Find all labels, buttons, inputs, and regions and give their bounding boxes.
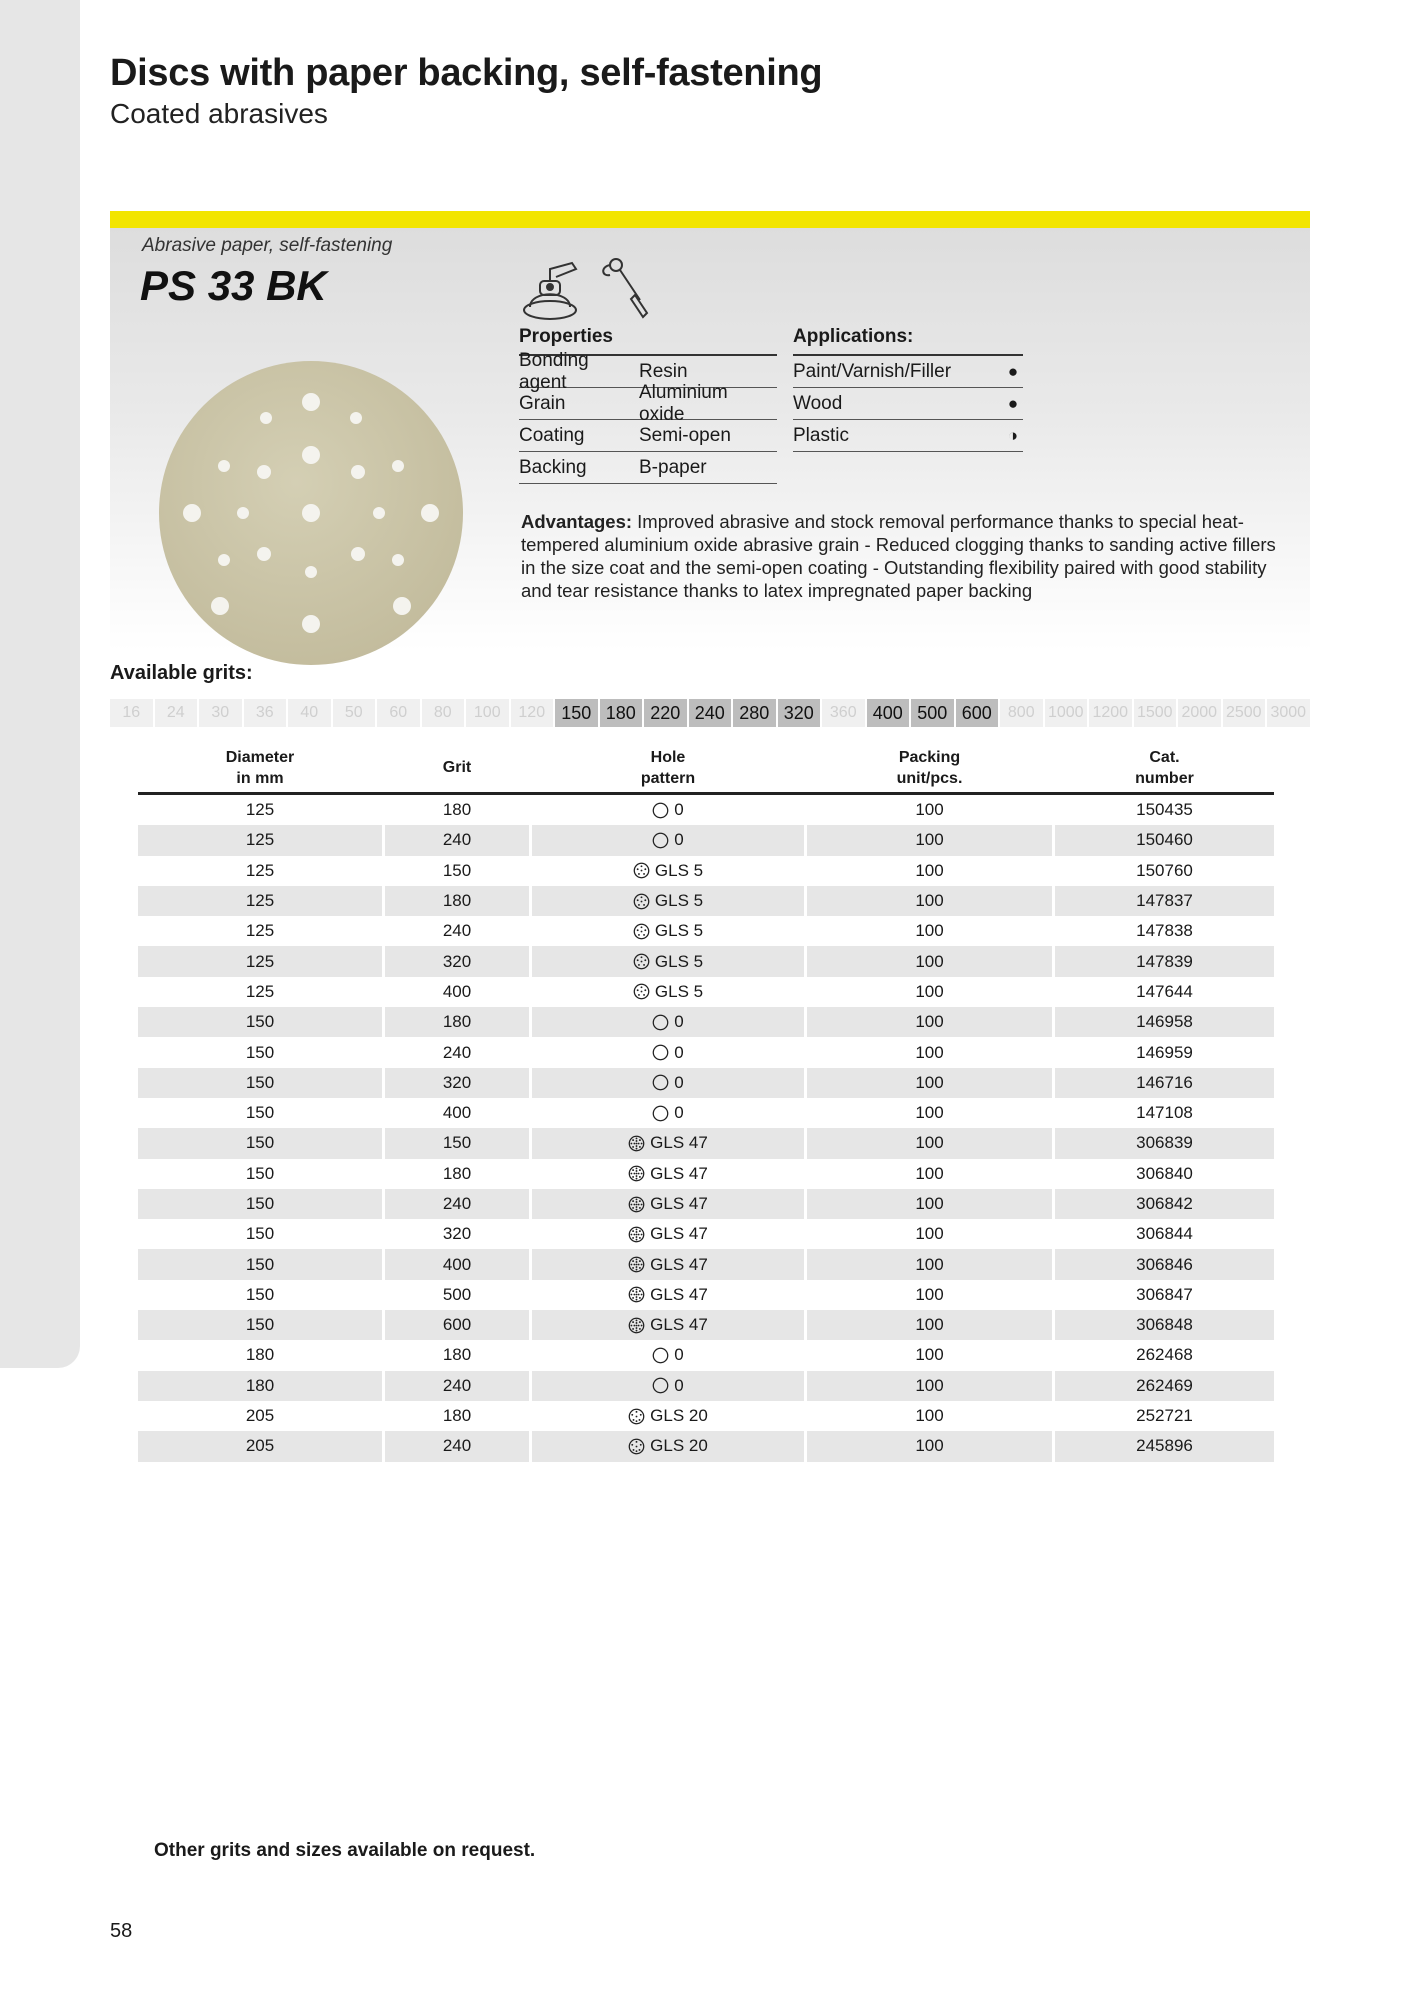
cell-cat-number: 306846 — [1055, 1249, 1274, 1279]
application-row — [793, 356, 1023, 388]
table-row — [138, 1340, 1274, 1370]
hole-pattern-label: 0 — [674, 1042, 684, 1062]
cell-diameter: 125 — [245, 981, 275, 1001]
gls20-hole-icon — [628, 1408, 645, 1425]
cell-diameter: 150 — [245, 1163, 275, 1183]
table-row — [138, 856, 1274, 886]
cell-cat-number: 262469 — [1055, 1371, 1274, 1401]
cell-packing: 100 — [915, 1042, 944, 1062]
table-row — [138, 1037, 1274, 1067]
cell-diameter: 205 — [138, 1431, 382, 1461]
table-row — [138, 1098, 1274, 1128]
cell-diameter: 150 — [138, 1189, 382, 1219]
cell-grit: 400 — [442, 981, 472, 1001]
gls47-hole-icon — [628, 1256, 645, 1273]
property-row — [519, 452, 777, 484]
cell-hole-pattern — [532, 1068, 804, 1098]
cell-cat-number: 146716 — [1055, 1068, 1274, 1098]
cell-packing: 100 — [915, 860, 944, 880]
table-row — [138, 795, 1274, 825]
cell-cat-number: 146959 — [1136, 1042, 1193, 1062]
cell-grit: 150 — [442, 860, 472, 880]
no-hole-icon — [652, 1074, 669, 1091]
cell-diameter: 150 — [245, 1224, 275, 1244]
cell-hole-pattern — [532, 946, 804, 976]
cell-grit: 150 — [385, 1128, 529, 1158]
cell-hole-pattern — [532, 1159, 804, 1189]
no-hole-icon — [652, 1347, 669, 1364]
no-hole-icon — [652, 1377, 669, 1394]
cell-packing: 100 — [807, 1007, 1052, 1037]
property-row — [519, 420, 777, 452]
suitability-icon: ● — [1007, 393, 1019, 413]
cell-grit: 400 — [385, 1249, 529, 1279]
cell-packing: 100 — [915, 921, 944, 941]
grit-cell: 24 — [155, 699, 198, 727]
sander-tool-icons — [520, 255, 660, 325]
cell-cat-number: 150760 — [1136, 860, 1193, 880]
grits-label: Available grits: — [110, 662, 253, 684]
cell-hole-pattern — [532, 1249, 804, 1279]
cell-cat-number: 245896 — [1055, 1431, 1274, 1461]
cell-packing: 100 — [807, 1310, 1052, 1340]
table-header — [138, 743, 1274, 795]
product-name: PS 33 BK — [140, 262, 327, 309]
cell-diameter: 180 — [245, 1345, 275, 1365]
cell-cat-number: 306847 — [1136, 1284, 1193, 1304]
table-row — [138, 1219, 1274, 1249]
table-row — [138, 1007, 1274, 1037]
hole-pattern-label: 0 — [674, 1375, 684, 1395]
cell-packing: 100 — [807, 1431, 1052, 1461]
hole-pattern-label: 0 — [674, 1012, 684, 1032]
property-row — [519, 381, 777, 425]
header-diameter: Diameter in mm — [225, 748, 295, 787]
cell-packing: 100 — [807, 1128, 1052, 1158]
cell-grit: 180 — [385, 886, 529, 916]
cell-hole-pattern — [532, 1310, 804, 1340]
cell-packing: 100 — [807, 886, 1052, 916]
header-packing: Packing unit/pcs. — [896, 748, 963, 787]
cell-hole-pattern — [532, 1340, 804, 1370]
cell-grit: 320 — [442, 1224, 472, 1244]
no-hole-icon — [652, 1014, 669, 1031]
header-grit: Grit — [442, 759, 472, 776]
grit-cell: 16 — [110, 699, 153, 727]
no-hole-icon — [652, 1044, 669, 1061]
cell-grit: 180 — [442, 1406, 472, 1426]
table-row — [138, 946, 1274, 976]
cell-cat-number: 147108 — [1136, 1103, 1193, 1123]
accent-bar — [110, 211, 1310, 228]
grit-cell: 500 — [911, 699, 954, 727]
footnote: Other grits and sizes available on request. — [154, 1840, 536, 1861]
properties-heading: Properties — [519, 326, 777, 356]
gls47-hole-icon — [628, 1286, 645, 1303]
no-hole-icon — [652, 802, 669, 819]
property-value: B-paper — [639, 456, 707, 478]
table-row — [138, 1189, 1274, 1219]
grit-cell: 2000 — [1178, 699, 1221, 727]
cell-grit: 240 — [385, 1189, 529, 1219]
grit-cell: 400 — [867, 699, 910, 727]
cell-packing: 100 — [915, 800, 944, 820]
cell-packing: 100 — [807, 1249, 1052, 1279]
sanding-disc-image — [158, 360, 464, 666]
grit-cell: 40 — [288, 699, 331, 727]
gls47-hole-icon — [628, 1135, 645, 1152]
cell-grit: 180 — [442, 800, 472, 820]
grit-cell: 1500 — [1134, 699, 1177, 727]
gls47-hole-icon — [628, 1165, 645, 1182]
table-row — [138, 1280, 1274, 1310]
cell-hole-pattern — [532, 1219, 804, 1249]
gls47-hole-icon — [628, 1196, 645, 1213]
cell-diameter: 150 — [138, 1249, 382, 1279]
product-category: Abrasive paper, self-fastening — [142, 235, 393, 256]
header-cat-number: Cat. number — [1135, 748, 1194, 787]
property-key: Coating — [519, 424, 585, 446]
cell-grit: 500 — [442, 1284, 472, 1304]
cell-cat-number: 147839 — [1055, 946, 1274, 976]
application-label: Paint/Varnish/Filler — [793, 360, 952, 382]
property-key: Bonding agent — [519, 349, 589, 393]
cell-cat-number: 306840 — [1136, 1163, 1193, 1183]
hole-pattern-label: GLS 47 — [650, 1133, 708, 1153]
cell-cat-number: 150435 — [1136, 800, 1193, 820]
header-hole-pattern: Hole pattern — [640, 748, 696, 787]
cell-diameter: 125 — [138, 886, 382, 916]
grit-cell: 60 — [377, 699, 420, 727]
table-row — [138, 1068, 1274, 1098]
cell-packing: 100 — [915, 1103, 944, 1123]
table-row — [138, 1249, 1274, 1279]
cell-cat-number: 306839 — [1055, 1128, 1274, 1158]
table-row — [138, 886, 1274, 916]
cell-diameter: 150 — [245, 1042, 275, 1062]
grit-cell: 1000 — [1045, 699, 1088, 727]
cell-diameter: 150 — [245, 1284, 275, 1304]
cell-diameter: 125 — [245, 800, 275, 820]
hole-pattern-label: GLS 47 — [650, 1194, 708, 1213]
hole-pattern-label: GLS 20 — [650, 1406, 708, 1426]
property-value: Semi-open — [639, 424, 731, 446]
grit-cell: 100 — [466, 699, 509, 727]
gls47-hole-icon — [628, 1317, 645, 1334]
grit-cell: 120 — [511, 699, 554, 727]
grit-cell: 1200 — [1089, 699, 1132, 727]
grit-cell: 180 — [600, 699, 643, 727]
cell-grit: 180 — [442, 1345, 472, 1365]
suitability-icon: ● — [1007, 361, 1019, 381]
table-row — [138, 1431, 1274, 1461]
cell-grit: 240 — [385, 1371, 529, 1401]
hole-pattern-label: GLS 5 — [654, 981, 704, 1001]
advantages-body: Improved abrasive and stock removal performance thanks to special heat-tempered aluminium oxide abrasive grain - Reduced clogging thanks to sanding active fillers in the size coat and the semi-open coating - Outstanding flexibility paired with good stability and tear resistance thanks to latex impregnated paper backing — [521, 511, 1276, 601]
cell-grit: 240 — [442, 921, 472, 941]
grit-cell: 3000 — [1267, 699, 1310, 727]
cell-diameter: 205 — [245, 1406, 275, 1426]
cell-diameter: 150 — [138, 1310, 382, 1340]
cell-cat-number: 147838 — [1136, 921, 1193, 941]
grit-cell: 50 — [333, 699, 376, 727]
cell-packing: 100 — [915, 1345, 944, 1365]
cell-grit: 240 — [385, 825, 529, 855]
cell-grit: 600 — [385, 1310, 529, 1340]
hole-pattern-label: 0 — [674, 830, 684, 850]
hole-pattern-label: 0 — [674, 1072, 684, 1092]
hole-pattern-label: GLS 5 — [654, 860, 704, 880]
grit-cell: 150 — [555, 699, 598, 727]
cell-cat-number: 262468 — [1136, 1345, 1193, 1365]
property-value: Aluminium oxide — [639, 381, 728, 425]
cell-grit: 240 — [385, 1431, 529, 1461]
cell-hole-pattern — [532, 856, 804, 886]
grit-cell: 220 — [644, 699, 687, 727]
cell-packing: 100 — [807, 946, 1052, 976]
grit-cell: 36 — [244, 699, 287, 727]
cell-packing: 100 — [915, 1224, 944, 1244]
grit-cell: 280 — [733, 699, 776, 727]
table-row — [138, 1159, 1274, 1189]
table-row — [138, 916, 1274, 946]
grit-cell: 800 — [1000, 699, 1043, 727]
application-row — [793, 420, 1023, 452]
hole-pattern-label: GLS 5 — [654, 921, 704, 941]
cell-packing: 100 — [807, 1371, 1052, 1401]
advantages-label: Advantages: — [521, 511, 633, 532]
properties-table — [519, 326, 777, 484]
table-row — [138, 1401, 1274, 1431]
table-row — [138, 1310, 1274, 1340]
cell-hole-pattern — [532, 1401, 804, 1431]
hole-pattern-label: 0 — [674, 1345, 684, 1365]
application-row — [793, 388, 1023, 420]
cell-cat-number: 306842 — [1055, 1189, 1274, 1219]
hole-pattern-label: GLS 47 — [650, 1254, 708, 1274]
cell-hole-pattern — [532, 1098, 804, 1128]
cell-cat-number: 147837 — [1055, 886, 1274, 916]
hole-pattern-label: GLS 5 — [654, 951, 704, 971]
hole-pattern-label: GLS 47 — [650, 1315, 708, 1335]
cell-diameter: 125 — [138, 946, 382, 976]
cell-diameter: 125 — [138, 825, 382, 855]
cell-packing: 100 — [807, 1068, 1052, 1098]
cell-hole-pattern — [532, 1007, 804, 1037]
grit-cell: 320 — [778, 699, 821, 727]
property-key: Backing — [519, 456, 587, 478]
cell-grit: 320 — [385, 1068, 529, 1098]
gls5-hole-icon — [633, 893, 650, 910]
table-row — [138, 977, 1274, 1007]
cell-grit: 180 — [442, 1163, 472, 1183]
page-title: Discs with paper backing, self-fastening — [110, 52, 823, 94]
grit-scale — [110, 699, 1310, 727]
cell-diameter: 150 — [138, 1128, 382, 1158]
hole-pattern-label: GLS 47 — [650, 1284, 708, 1304]
cell-packing: 100 — [915, 981, 944, 1001]
no-hole-icon — [652, 1105, 669, 1122]
cell-hole-pattern — [532, 916, 804, 946]
applications-heading: Applications: — [793, 326, 1023, 356]
cell-packing: 100 — [807, 825, 1052, 855]
product-table — [138, 743, 1274, 1462]
cell-packing: 100 — [915, 1284, 944, 1304]
gls5-hole-icon — [633, 953, 650, 970]
page-number: 58 — [110, 1920, 133, 1942]
page-subtitle: Coated abrasives — [110, 98, 328, 129]
cell-cat-number: 306844 — [1136, 1224, 1193, 1244]
applications-table — [793, 326, 1023, 452]
advantages-text — [521, 510, 1291, 602]
cell-cat-number: 146958 — [1055, 1007, 1274, 1037]
cell-diameter: 180 — [138, 1371, 382, 1401]
cell-cat-number: 147644 — [1136, 981, 1193, 1001]
cell-diameter: 150 — [138, 1068, 382, 1098]
cell-hole-pattern — [532, 1371, 804, 1401]
hole-pattern-label: GLS 47 — [650, 1163, 708, 1183]
cell-hole-pattern — [532, 886, 804, 916]
cell-grit: 240 — [442, 1042, 472, 1062]
cell-diameter: 150 — [245, 1103, 275, 1123]
property-value: Resin — [639, 360, 688, 382]
cell-cat-number: 150460 — [1055, 825, 1274, 855]
no-hole-icon — [652, 832, 669, 849]
gls5-hole-icon — [633, 923, 650, 940]
cell-hole-pattern — [532, 977, 804, 1007]
cell-hole-pattern — [532, 1037, 804, 1067]
cell-packing: 100 — [915, 1406, 944, 1426]
gls5-hole-icon — [633, 862, 650, 879]
hole-pattern-label: GLS 20 — [650, 1436, 708, 1456]
cell-hole-pattern — [532, 795, 804, 825]
cell-diameter: 125 — [245, 921, 275, 941]
hole-pattern-label: GLS 47 — [650, 1224, 708, 1244]
table-row — [138, 825, 1274, 855]
cell-packing: 100 — [915, 1163, 944, 1183]
property-key: Grain — [519, 392, 566, 414]
cell-hole-pattern — [532, 1280, 804, 1310]
cell-grit: 320 — [385, 946, 529, 976]
gls20-hole-icon — [628, 1438, 645, 1455]
hole-pattern-label: 0 — [674, 1103, 684, 1123]
cell-hole-pattern — [532, 1431, 804, 1461]
suitability-icon: ◑ — [1007, 425, 1019, 445]
grit-cell: 600 — [956, 699, 999, 727]
cell-cat-number: 252721 — [1136, 1406, 1193, 1426]
grit-cell: 80 — [422, 699, 465, 727]
grit-cell: 30 — [199, 699, 242, 727]
grit-cell: 360 — [822, 699, 865, 727]
cell-grit: 400 — [442, 1103, 472, 1123]
cell-diameter: 125 — [245, 860, 275, 880]
cell-cat-number: 306848 — [1055, 1310, 1274, 1340]
cell-diameter: 150 — [138, 1007, 382, 1037]
application-label: Plastic — [793, 424, 849, 446]
side-tab — [0, 0, 80, 1368]
application-label: Wood — [793, 392, 843, 414]
cell-packing: 100 — [807, 1189, 1052, 1219]
gls5-hole-icon — [633, 983, 650, 1000]
hole-pattern-label: 0 — [674, 800, 684, 820]
cell-hole-pattern — [532, 1128, 804, 1158]
cell-hole-pattern — [532, 1189, 804, 1219]
grit-cell: 2500 — [1223, 699, 1266, 727]
hole-pattern-label: GLS 5 — [654, 891, 704, 911]
grit-cell: 240 — [689, 699, 732, 727]
gls47-hole-icon — [628, 1226, 645, 1243]
cell-grit: 180 — [385, 1007, 529, 1037]
table-row — [138, 1128, 1274, 1158]
table-row — [138, 1371, 1274, 1401]
cell-hole-pattern — [532, 825, 804, 855]
